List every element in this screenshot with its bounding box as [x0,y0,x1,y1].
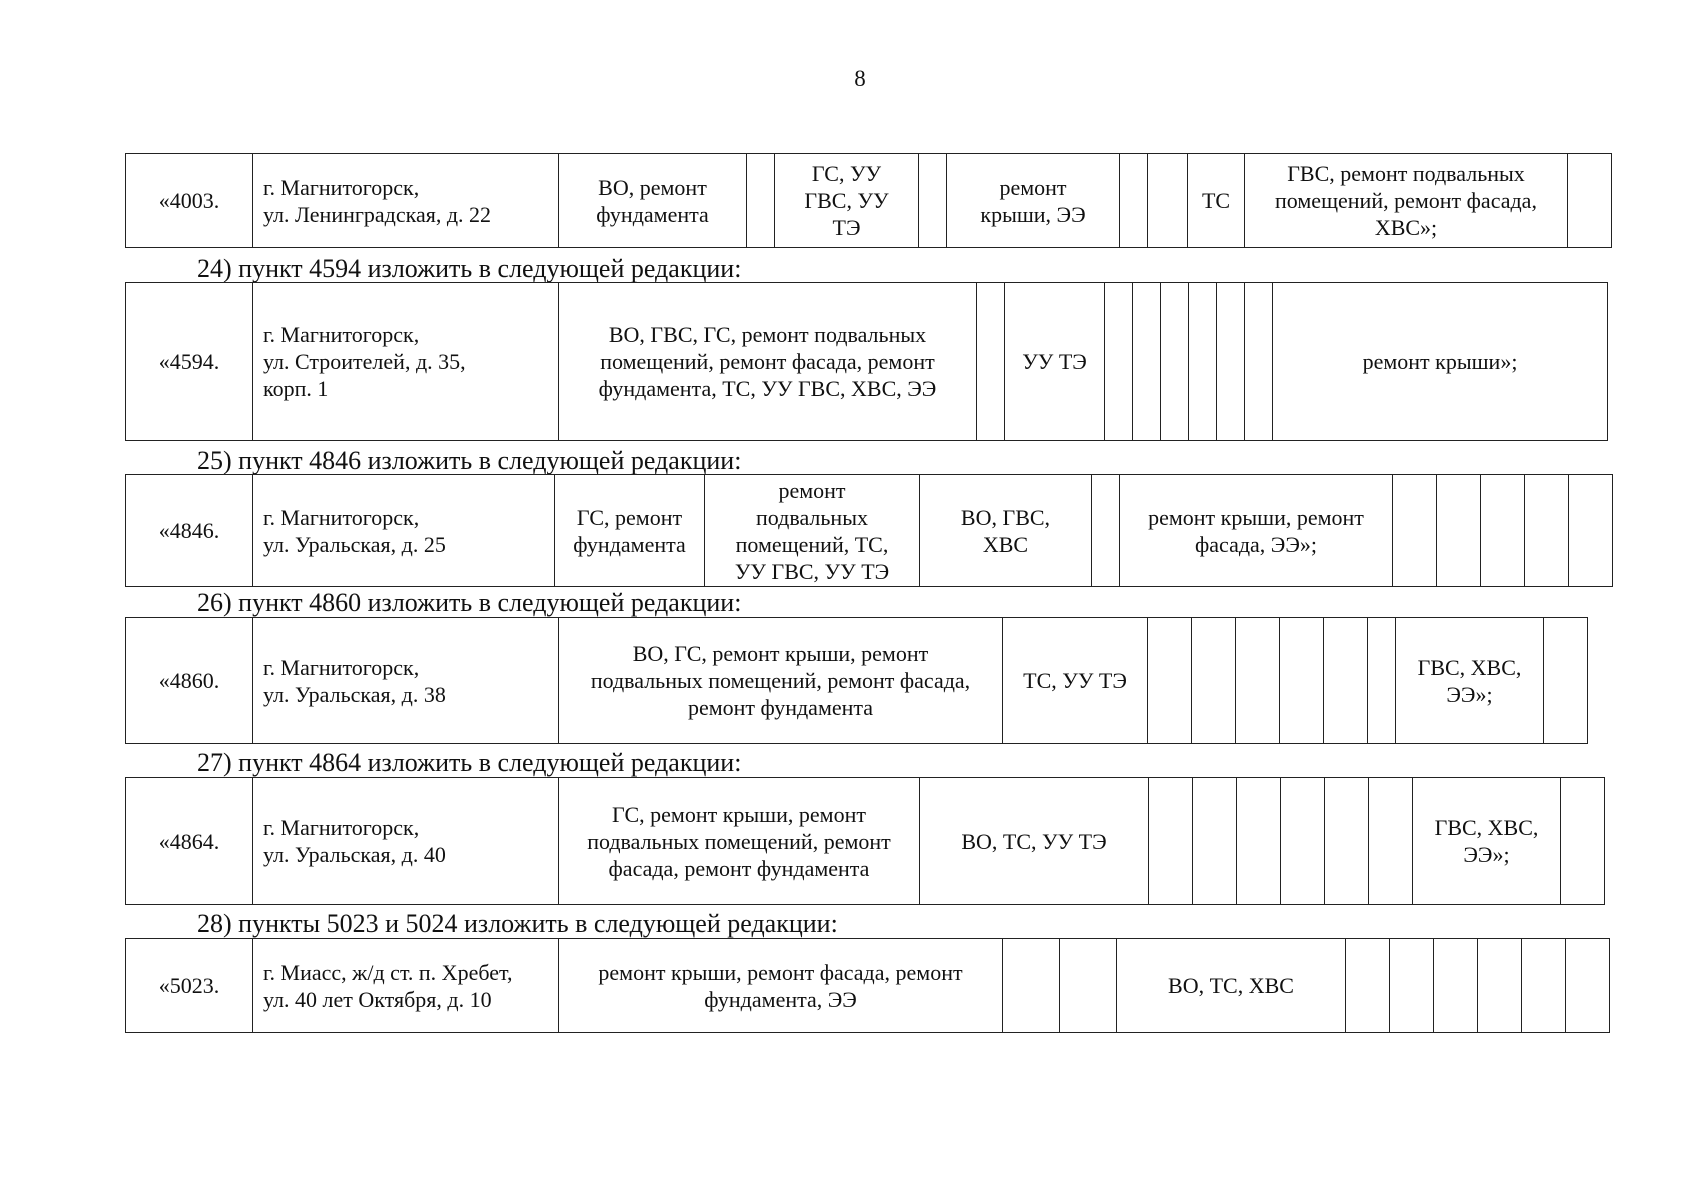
work-type-cell [1280,618,1324,744]
work-type-cell: ГС, ремонт фундамента [555,475,705,587]
item-number-cell: «4864. [126,778,253,905]
work-type-cell [1161,283,1189,441]
work-type-cell [1568,154,1612,248]
work-type-cell [1193,778,1237,905]
work-type-cell [1189,283,1217,441]
section-caption: 25) пункт 4846 изложить в следующей редакции: [197,446,742,475]
work-type-cell: ремонт крыши, ЭЭ [947,154,1120,248]
work-type-cell: ГВС, ремонт подвальных помещений, ремонт фасада, ХВС»; [1245,154,1568,248]
amendment-table [125,777,1605,905]
work-type-cell [1120,154,1148,248]
work-type-cell [1217,283,1245,441]
work-type-cell [919,154,947,248]
work-type-cell: ремонт крыши, ремонт фасада, ремонт фундамента, ЭЭ [559,939,1003,1033]
work-type-cell [1393,475,1437,587]
address-cell: г. Миасс, ж/д ст. п. Хребет, ул. 40 лет Октября, д. 10 [253,939,559,1033]
work-type-cell [1133,283,1161,441]
table-row [126,154,1612,248]
work-type-cell [1544,618,1588,744]
item-number-cell: «4860. [126,618,253,744]
table-row [126,778,1605,905]
address-cell: г. Магнитогорск, ул. Уральская, д. 38 [253,618,559,744]
section-caption: 26) пункт 4860 изложить в следующей редакции: [197,588,742,617]
work-type-cell: ремонт крыши»; [1273,283,1608,441]
work-type-cell [1324,618,1368,744]
work-type-cell [1325,778,1369,905]
amendment-table [125,474,1613,587]
work-type-cell: ВО, ГВС, ГС, ремонт подвальных помещений, ремонт фасада, ремонт фундамента, ТС, УУ ГВС, ХВС, ЭЭ [559,283,977,441]
work-type-cell: УУ ТЭ [1005,283,1105,441]
section-caption: 24) пункт 4594 изложить в следующей редакции: [197,254,742,283]
work-type-cell [1060,939,1117,1033]
work-type-cell [1369,778,1413,905]
section-caption: 28) пункты 5023 и 5024 изложить в следующей редакции: [197,909,838,938]
work-type-cell [1092,475,1120,587]
work-type-cell [1149,778,1193,905]
section-caption: 27) пункт 4864 изложить в следующей редакции: [197,748,742,777]
work-type-cell [1237,778,1281,905]
address-cell: г. Магнитогорск, ул. Уральская, д. 25 [253,475,555,587]
work-type-cell: ВО, ТС, УУ ТЭ [920,778,1149,905]
work-type-cell [1481,475,1525,587]
table-row [126,283,1608,441]
item-number-cell: «4003. [126,154,253,248]
work-type-cell [1236,618,1280,744]
work-type-cell [1390,939,1434,1033]
work-type-cell [1368,618,1396,744]
work-type-cell: ВО, ГВС, ХВС [920,475,1092,587]
work-type-cell: ГС, УУ ГВС, УУ ТЭ [775,154,919,248]
work-type-cell [1478,939,1522,1033]
table-row [126,618,1588,744]
work-type-cell [1148,618,1192,744]
work-type-cell [1434,939,1478,1033]
page-number: 8 [854,66,866,91]
work-type-cell [1281,778,1325,905]
table-row [126,939,1610,1033]
item-number-cell: «4846. [126,475,253,587]
work-type-cell: ремонт крыши, ремонт фасада, ЭЭ»; [1120,475,1393,587]
amendment-table [125,938,1610,1033]
work-type-cell [1346,939,1390,1033]
item-number-cell: «5023. [126,939,253,1033]
work-type-cell: ГВС, ХВС, ЭЭ»; [1413,778,1561,905]
work-type-cell: ТС, УУ ТЭ [1003,618,1148,744]
address-cell: г. Магнитогорск, ул. Строителей, д. 35, корп. 1 [253,283,559,441]
work-type-cell [1148,154,1188,248]
work-type-cell [1245,283,1273,441]
item-number-cell: «4594. [126,283,253,441]
work-type-cell: ГВС, ХВС, ЭЭ»; [1396,618,1544,744]
work-type-cell [1192,618,1236,744]
address-cell: г. Магнитогорск, ул. Уральская, д. 40 [253,778,559,905]
work-type-cell [1566,939,1610,1033]
work-type-cell [1522,939,1566,1033]
table-row [126,475,1613,587]
work-type-cell [1525,475,1569,587]
work-type-cell: ВО, ремонт фундамента [559,154,747,248]
work-type-cell [1105,283,1133,441]
work-type-cell: ремонт подвальных помещений, ТС, УУ ГВС, УУ ТЭ [705,475,920,587]
work-type-cell [1437,475,1481,587]
work-type-cell [1561,778,1605,905]
work-type-cell [1569,475,1613,587]
work-type-cell: ВО, ТС, ХВС [1117,939,1346,1033]
work-type-cell: ВО, ГС, ремонт крыши, ремонт подвальных помещений, ремонт фасада, ремонт фундамента [559,618,1003,744]
work-type-cell: ТС [1188,154,1245,248]
amendment-table [125,153,1612,248]
work-type-cell: ГС, ремонт крыши, ремонт подвальных помещений, ремонт фасада, ремонт фундамента [559,778,920,905]
amendment-table [125,282,1608,441]
work-type-cell [747,154,775,248]
amendment-table [125,617,1588,744]
work-type-cell [1003,939,1060,1033]
work-type-cell [977,283,1005,441]
address-cell: г. Магнитогорск, ул. Ленинградская, д. 22 [253,154,559,248]
